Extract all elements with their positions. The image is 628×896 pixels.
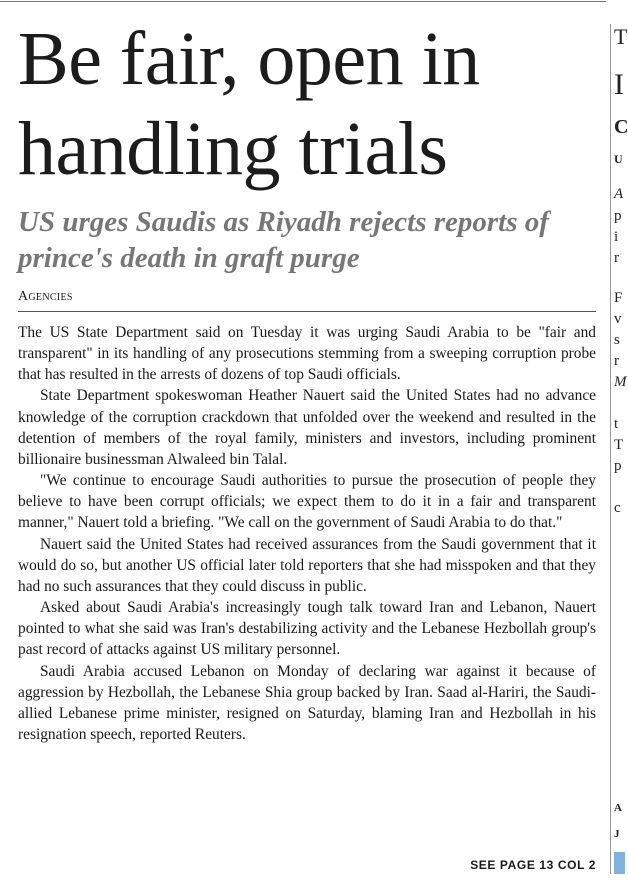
paragraph: Asked about Saudi Arabia's increasingly tough talk toward Iran and Lebanon, Nauert pointed to what she said was Iran's destabilizing activity and the Lebanese Hezbollah group's past record of attacks against US military personnel.	[18, 599, 596, 659]
adjacent-glyph: s	[614, 332, 620, 348]
subhead: US urges Saudis as Riyadh rejects reports of prince's death in graft purge	[18, 206, 549, 274]
paragraph: Saudi Arabia accused Lebanon on Monday of declaring war against it because of aggression by Hezbollah, the Lebanese Shia group backed by Iran. Saad al-Hariri, the Saudi-allied Lebanese prime minister, resigned on Saturday, blaming Iran and Hezbollah in his resignation speech, reported Reuters.	[18, 662, 596, 743]
adjacent-column-strip	[614, 0, 628, 896]
column-divider	[610, 24, 611, 874]
adjacent-glyph: M	[614, 374, 627, 390]
adjacent-glyph: p	[614, 458, 622, 474]
adjacent-glyph: c	[614, 500, 621, 516]
adjacent-glyph: T	[614, 24, 628, 49]
byline: Agencies	[18, 289, 73, 304]
article-body	[18, 322, 596, 745]
adjacent-glyph: C	[614, 116, 628, 138]
adjacent-glyph: p	[614, 208, 622, 224]
adjacent-glyph: F	[614, 290, 623, 306]
adjacent-glyph: r	[614, 353, 619, 369]
adjacent-glyph: T	[614, 437, 624, 453]
adjacent-column-accent	[614, 852, 625, 874]
adjacent-glyph: A	[614, 186, 624, 202]
adjacent-glyph: t	[614, 416, 619, 432]
byline-rule	[18, 311, 596, 312]
paragraph: "We continue to encourage Saudi authorities to pursue the prosecution of people they believe to have been corrupt officials; we expect them to do it in a fair and transparent manner," Nauert told a briefing. "We call on the government of Saudi Arabia to do that."	[18, 472, 596, 532]
headline: Be fair, open in handling trials	[18, 17, 480, 191]
adjacent-glyph: v	[614, 311, 622, 327]
paragraph: Nauert said the United States had received assurances from the Saudi government that it would do so, but another US official later told reporters that she had misspoken and that they had no such assurances that they could discuss in public.	[18, 535, 596, 595]
adjacent-glyph: J	[614, 828, 620, 840]
adjacent-glyph: I	[614, 68, 624, 101]
adjacent-glyph: A	[614, 802, 622, 814]
paragraph: The US State Department said on Tuesday it was urging Saudi Arabia to be "fair and transparent" in its handling of any prosecutions stemming from a sweeping corruption probe that has resulted in the arrests of dozens of top Saudi officials.	[18, 324, 596, 384]
top-rule	[0, 1, 606, 2]
adjacent-glyph: U	[614, 152, 623, 166]
adjacent-glyph: i	[614, 229, 619, 245]
continued-jump-line: SEE PAGE 13 COL 2	[470, 858, 596, 872]
adjacent-glyph: r	[614, 250, 619, 266]
paragraph: State Department spokeswoman Heather Nauert said the United States had no advance knowledge of the corruption crackdown that unfolded over the weekend and resulted in the detention of members of the royal family, ministers and investors, including prominent billionaire businessman Alwaleed bin Talal.	[18, 387, 596, 468]
